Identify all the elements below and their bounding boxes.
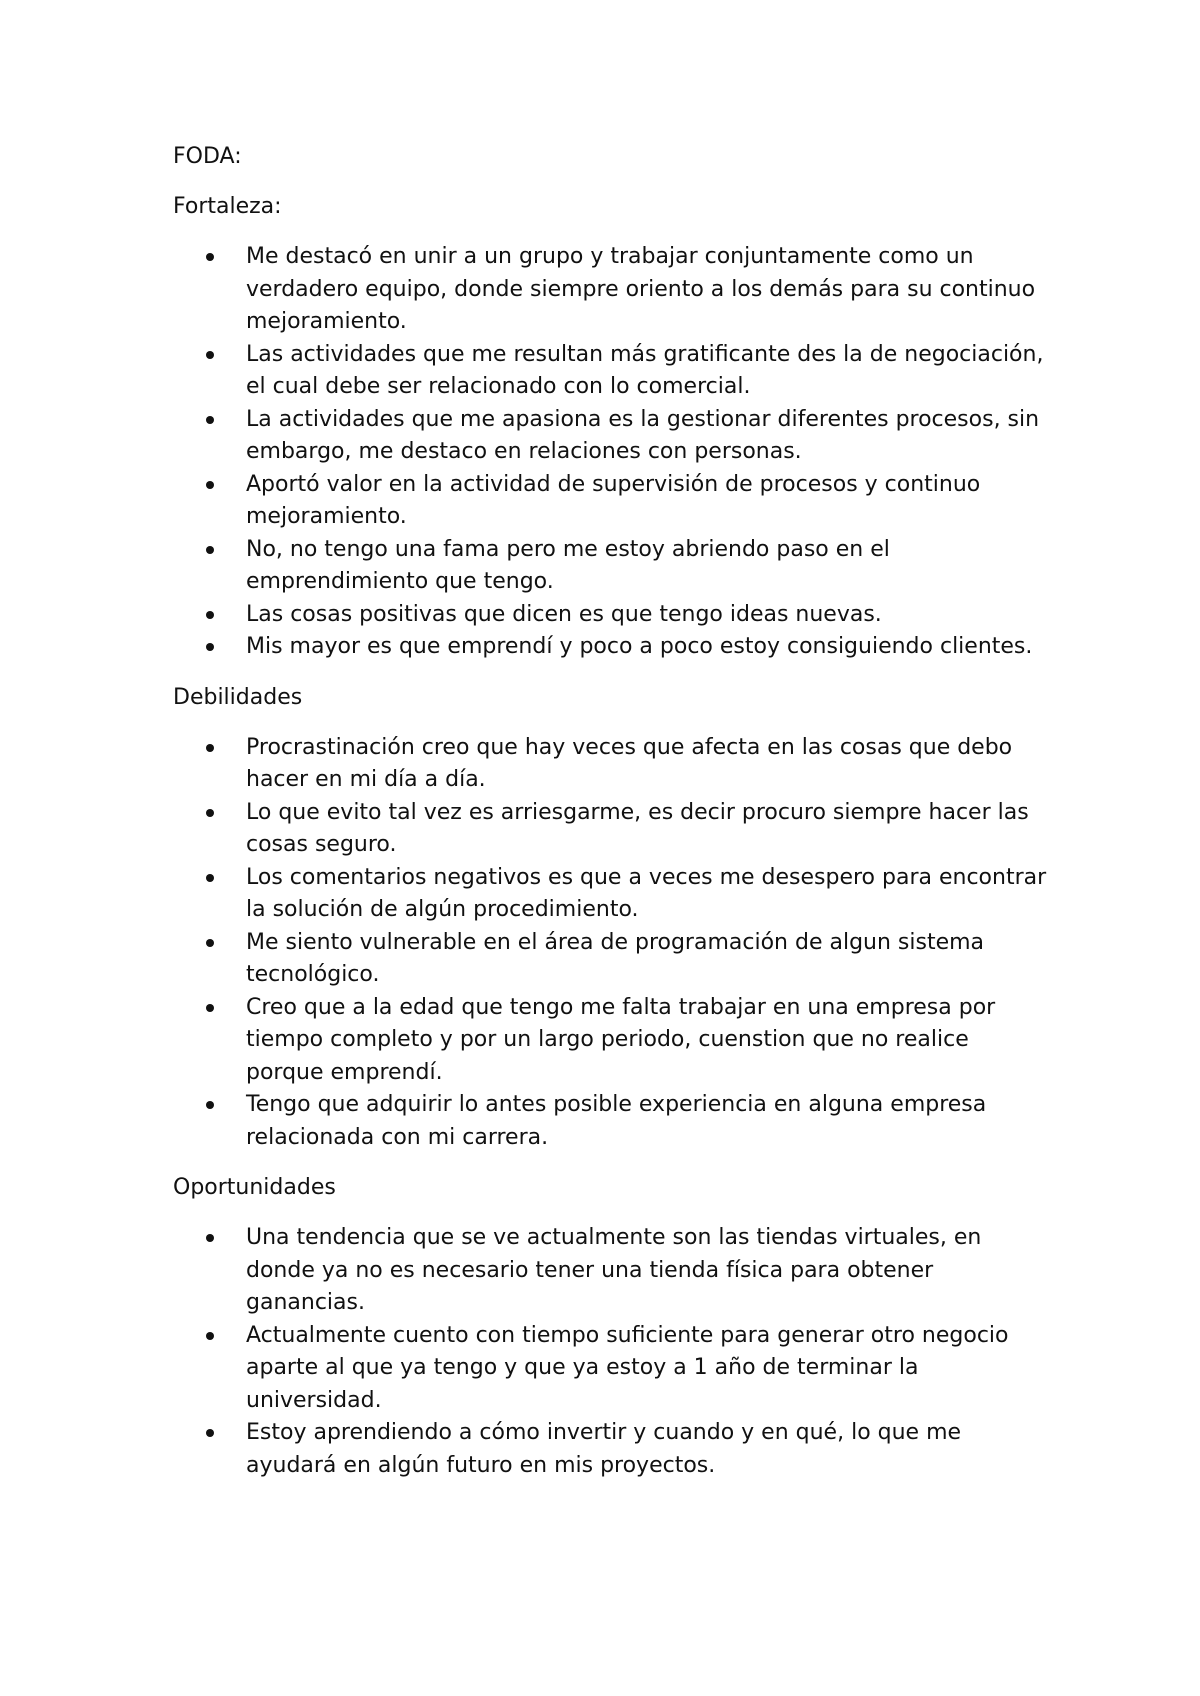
- bullet-list: [173, 241, 1053, 664]
- section-heading: Fortaleza:: [173, 194, 282, 219]
- list-item-text: Actualmente cuento con tiempo suficiente para generar otro negocio aparte al que ya tengo y que ya estoy a 1 año de terminar la universidad.: [246, 1322, 1009, 1413]
- list-item-text: Me destacó en unir a un grupo y trabajar conjuntamente como un verdadero equipo, donde siempre oriento a los demás para su continuo mejoramiento.: [246, 244, 1036, 334]
- list-item-text: Me siento vulnerable en el área de programación de algun sistema tecnológico.: [246, 929, 985, 987]
- section-heading: Oportunidades: [173, 1175, 336, 1200]
- bullet-list: [173, 732, 1053, 1155]
- list-item-text: Una tendencia que se ve actualmente son las tiendas virtuales, en donde ya no es necesario tener una tienda física para obtener ganancias.: [246, 1225, 982, 1315]
- bullet-icon: [206, 1004, 214, 1012]
- bullet-icon: [206, 809, 214, 817]
- list-item: [173, 534, 1053, 599]
- list-item: [173, 1320, 1053, 1418]
- bullet-icon: [206, 643, 214, 651]
- document-page: [173, 141, 1053, 1482]
- bullet-icon: [206, 874, 214, 882]
- bullet-icon: [206, 481, 214, 489]
- bullet-list: [173, 1222, 1053, 1482]
- document-title: FODA:: [173, 144, 242, 169]
- list-item: [173, 241, 1053, 339]
- section-oportunidades: [173, 1172, 1053, 1482]
- list-item: [173, 1089, 1053, 1154]
- list-item-text: Tengo que adquirir lo antes posible experiencia en alguna empresa relacionada con mi carrera.: [246, 1092, 987, 1150]
- list-item-text: Creo que a la edad que tengo me falta trabajar en una empresa por tiempo completo y por un largo periodo, cuenstion que no realice porque emprendí.: [246, 994, 996, 1085]
- list-item: [173, 469, 1053, 534]
- list-item-text: Los comentarios negativos es que a veces me desespero para encontrar la solución de algún procedimiento.: [246, 864, 1047, 922]
- list-item: [173, 732, 1053, 797]
- list-item-text: Mis mayor es que emprendí y poco a poco estoy consiguiendo clientes.: [246, 634, 1033, 659]
- bullet-icon: [206, 546, 214, 554]
- bullet-icon: [206, 611, 214, 619]
- bullet-icon: [206, 939, 214, 947]
- list-item: [173, 1222, 1053, 1320]
- bullet-icon: [206, 1332, 214, 1340]
- list-item-text: Las actividades que me resultan más gratificante des la de negociación, el cual debe ser relacionado con lo comercial.: [246, 341, 1044, 399]
- list-item-text: No, no tengo una fama pero me estoy abriendo paso en el emprendimiento que tengo.: [246, 536, 890, 594]
- list-item: [173, 339, 1053, 404]
- bullet-icon: [206, 1234, 214, 1242]
- list-item: [173, 404, 1053, 469]
- bullet-icon: [206, 253, 214, 261]
- section-fortaleza: [173, 191, 1053, 664]
- bullet-icon: [206, 351, 214, 359]
- list-item-text: Procrastinación creo que hay veces que afecta en las cosas que debo hacer en mi día a día.: [246, 734, 1013, 792]
- list-item: [173, 927, 1053, 992]
- section-heading: Debilidades: [173, 684, 303, 710]
- list-item-text: Las cosas positivas que dicen es que tengo ideas nuevas.: [246, 601, 882, 627]
- list-item-text: Aportó valor en la actividad de supervisión de procesos y continuo mejoramiento.: [246, 471, 981, 529]
- list-item-text: Estoy aprendiendo a cómo invertir y cuando y en qué, lo que me ayudará en algún futuro en mis proyectos.: [246, 1420, 962, 1478]
- section-debilidades: [173, 682, 1053, 1155]
- list-item-text: La actividades que me apasiona es la gestionar diferentes procesos, sin embargo, me destaco en relaciones con personas.: [246, 406, 1040, 464]
- list-item: [173, 1417, 1053, 1482]
- bullet-icon: [206, 1429, 214, 1437]
- list-item: [173, 862, 1053, 927]
- list-item-text: Lo que evito tal vez es arriesgarme, es decir procuro siempre hacer las cosas seguro.: [246, 799, 1029, 857]
- bullet-icon: [206, 1101, 214, 1109]
- list-item: [173, 992, 1053, 1090]
- list-item: [173, 797, 1053, 862]
- list-item: [173, 631, 1053, 664]
- bullet-icon: [206, 416, 214, 424]
- bullet-icon: [206, 744, 214, 752]
- list-item: [173, 599, 1053, 632]
